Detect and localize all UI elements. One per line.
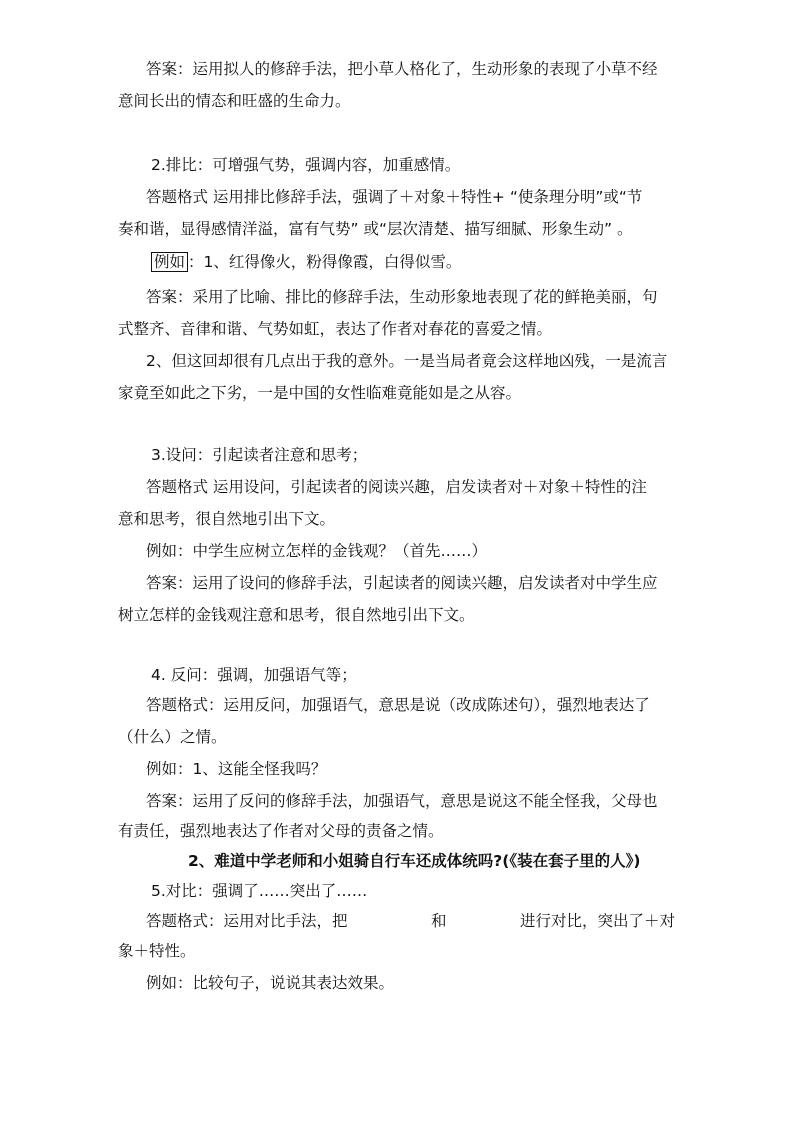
heading-parallelism: 2.排比：可增强气势，强调内容，加重感情。 <box>151 156 461 174</box>
answer-3-line-2: 树立怎样的金钱观注意和思考，很自然地引出下文。 <box>118 606 475 624</box>
format-2-line-1: 答题格式 运用排比修辞手法，强调了＋对象＋特性+ “使条理分明”或“节 <box>146 188 643 206</box>
answer-2-line-1: 答案：采用了比喻、排比的修辞手法，生动形象地表现了花的鲜艳美丽，句 <box>146 288 658 306</box>
format-5-line-2: 象＋特性。 <box>118 942 196 960</box>
answer-2-line-2: 式整齐、音律和谐、气势如虹，表达了作者对春花的喜爱之情。 <box>118 320 553 338</box>
example-2-line <box>151 251 461 273</box>
format-5-part-3: 进行对比，突出了＋对 <box>520 912 676 930</box>
answer-1-line-2: 意间长出的情态和旺盛的生命力。 <box>118 92 351 110</box>
format-5-part-1: 答题格式：运用对比手法，把 <box>146 912 348 930</box>
format-4-line-2: （什么）之情。 <box>118 728 227 746</box>
format-5-part-2: 和 <box>431 912 447 930</box>
format-3-line-1: 答题格式 运用设问，引起读者的阅读兴趣，启发读者对＋对象＋特性的注 <box>146 478 647 496</box>
heading-rhetorical-question: 3.设问：引起读者注意和思考； <box>151 446 368 464</box>
example-4b: 2、难道中学老师和小姐骑自行车还成体统吗?(《装在套子里的人》) <box>188 852 641 870</box>
example-3: 例如：中学生应树立怎样的金钱观？（首先……） <box>146 542 488 560</box>
format-4-line-1: 答题格式：运用反问，加强语气，意思是说（改成陈述句），强烈地表达了 <box>146 696 650 714</box>
example-4: 例如：1、这能全怪我吗？ <box>146 760 327 778</box>
answer-4-line-1: 答案：运用了反问的修辞手法，加强语气，意思是说这不能全怪我，父母也 <box>146 792 658 810</box>
format-3-line-2: 意和思考，很自然地引出下文。 <box>118 510 336 528</box>
example-2b-line-1: 2、但这回却很有几点出于我的意外。一是当局者竟会这样地凶残，一是流言 <box>146 352 668 370</box>
example-5: 例如：比较句子，说说其表达效果。 <box>146 974 395 992</box>
answer-3-line-1: 答案：运用了设问的修辞手法，引起读者的阅读兴趣，启发读者对中学生应 <box>146 574 658 592</box>
format-2-line-2: 奏和谐，显得感情洋溢，富有气势” 或“层次清楚、描写细腻、形象生动” 。 <box>118 220 633 238</box>
heading-counter-question: 4. 反问：强调，加强语气等； <box>151 666 357 684</box>
example-label-boxed: 例如 <box>151 252 188 272</box>
heading-contrast: 5.对比：强调了……突出了…… <box>151 882 368 900</box>
example-2-text: ：1、红得像火，粉得像霞，白得似雪。 <box>188 253 462 271</box>
answer-1-line-1: 答案：运用拟人的修辞手法，把小草人格化了，生动形象的表现了小草不经 <box>146 60 658 78</box>
answer-4-line-2: 有责任，强烈地表达了作者对父母的责备之情。 <box>118 822 444 840</box>
example-2b-line-2: 家竟至如此之下劣，一是中国的女性临难竟能如是之从容。 <box>118 384 522 402</box>
